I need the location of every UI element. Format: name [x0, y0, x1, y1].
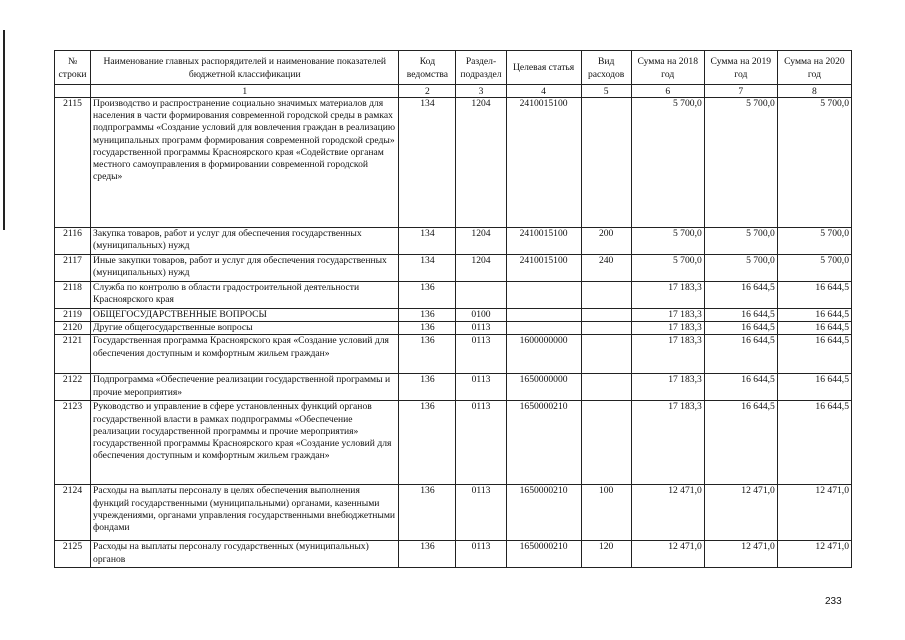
target-article-cell: 1600000000	[506, 335, 581, 374]
column-number: 2	[399, 85, 456, 98]
row-number-cell: 2123	[55, 401, 91, 485]
expense-kind-cell	[581, 374, 631, 401]
sum-2019-cell: 16 644,5	[704, 309, 777, 322]
sum-2020-cell: 5 700,0	[777, 228, 851, 255]
sum-2019-cell: 16 644,5	[704, 282, 777, 309]
section-cell: 1204	[456, 255, 506, 282]
target-article-cell: 2410015100	[506, 228, 581, 255]
table-row	[55, 335, 852, 374]
expense-kind-cell	[581, 309, 631, 322]
row-number-cell: 2125	[55, 541, 91, 568]
header-section: Раздел-подраздел	[456, 51, 506, 85]
row-name-cell: Государственная программа Красноярского края «Создание условий для обеспечения доступным и комфортным жильем граждан»	[91, 335, 399, 374]
section-cell: 0113	[456, 541, 506, 568]
column-number-row	[55, 85, 852, 98]
department-code-cell: 136	[399, 401, 456, 485]
sum-2020-cell: 16 644,5	[777, 322, 851, 335]
section-cell: 0113	[456, 335, 506, 374]
column-number: 5	[581, 85, 631, 98]
table-row	[55, 541, 852, 568]
target-article-cell	[506, 322, 581, 335]
row-number-cell: 2121	[55, 335, 91, 374]
section-cell: 0113	[456, 374, 506, 401]
department-code-cell: 136	[399, 309, 456, 322]
header-row-number: № строки	[55, 51, 91, 85]
row-name-cell: Производство и распространение социально значимых материалов для населения в части формирования современной городской среды в рамках подпрограммы «Создание условий для вовлечения граждан в реализацию муниципальных программ формирования современной городской среды» государственной программы Красноярского края «Содействие органам местного самоуправления в формировании современной городской среды»	[91, 98, 399, 228]
department-code-cell: 136	[399, 282, 456, 309]
header-row	[55, 51, 852, 85]
sum-2018-cell: 17 183,3	[631, 335, 704, 374]
department-code-cell: 136	[399, 335, 456, 374]
expense-kind-cell	[581, 322, 631, 335]
expense-kind-cell	[581, 401, 631, 485]
column-number: 7	[704, 85, 777, 98]
department-code-cell: 136	[399, 485, 456, 541]
sum-2018-cell: 17 183,3	[631, 401, 704, 485]
header-sum-2018: Сумма на 2018 год	[631, 51, 704, 85]
target-article-cell: 2410015100	[506, 255, 581, 282]
department-code-cell: 136	[399, 322, 456, 335]
page-number: 233	[825, 596, 842, 607]
header-department-code: Код ведомства	[399, 51, 456, 85]
row-number-cell: 2115	[55, 98, 91, 228]
sum-2018-cell: 12 471,0	[631, 485, 704, 541]
sum-2020-cell: 16 644,5	[777, 374, 851, 401]
row-name-cell: Руководство и управление в сфере установленных функций органов государственной власти в рамках подпрограммы «Обеспечение реализации государственной программы и прочие мероприятия» государственной программы Красноярского края «Создание условий для обеспечения доступным и комфортным жильем граждан»	[91, 401, 399, 485]
row-name-cell: Подпрограмма «Обеспечение реализации государственной программы и прочие мероприятия»	[91, 374, 399, 401]
expense-kind-cell	[581, 98, 631, 228]
sum-2018-cell: 5 700,0	[631, 228, 704, 255]
table-row	[55, 309, 852, 322]
table-row	[55, 322, 852, 335]
row-number-cell: 2116	[55, 228, 91, 255]
target-article-cell: 1650000210	[506, 401, 581, 485]
sum-2019-cell: 12 471,0	[704, 485, 777, 541]
target-article-cell: 1650000210	[506, 485, 581, 541]
sum-2019-cell: 16 644,5	[704, 401, 777, 485]
table-row	[55, 374, 852, 401]
sum-2018-cell: 5 700,0	[631, 98, 704, 228]
target-article-cell: 1650000210	[506, 541, 581, 568]
target-article-cell	[506, 282, 581, 309]
sum-2020-cell: 12 471,0	[777, 485, 851, 541]
sum-2018-cell: 5 700,0	[631, 255, 704, 282]
expense-kind-cell	[581, 282, 631, 309]
sum-2020-cell: 12 471,0	[777, 541, 851, 568]
table-row	[55, 485, 852, 541]
sum-2018-cell: 17 183,3	[631, 322, 704, 335]
sum-2018-cell: 12 471,0	[631, 541, 704, 568]
sum-2019-cell: 16 644,5	[704, 335, 777, 374]
department-code-cell: 134	[399, 98, 456, 228]
row-number-cell: 2118	[55, 282, 91, 309]
table-row	[55, 282, 852, 309]
department-code-cell: 134	[399, 228, 456, 255]
page-edge-line	[3, 30, 5, 230]
column-number: 8	[777, 85, 851, 98]
row-name-cell: Закупка товаров, работ и услуг для обеспечения государственных (муниципальных) нужд	[91, 228, 399, 255]
section-cell: 0113	[456, 401, 506, 485]
department-code-cell: 136	[399, 374, 456, 401]
column-number: 4	[506, 85, 581, 98]
row-number-cell: 2124	[55, 485, 91, 541]
header-sum-2020: Сумма на 2020 год	[777, 51, 851, 85]
row-number-cell: 2117	[55, 255, 91, 282]
expense-kind-cell: 100	[581, 485, 631, 541]
sum-2018-cell: 17 183,3	[631, 309, 704, 322]
sum-2020-cell: 16 644,5	[777, 309, 851, 322]
row-name-cell: Расходы на выплаты персоналу в целях обеспечения выполнения функций государственными (муниципальными) органами, казенными учреждениями, органами управления государственными внебюджетными фондами	[91, 485, 399, 541]
sum-2018-cell: 17 183,3	[631, 282, 704, 309]
expense-kind-cell: 240	[581, 255, 631, 282]
section-cell	[456, 282, 506, 309]
sum-2019-cell: 5 700,0	[704, 255, 777, 282]
header-name: Наименование главных распорядителей и наименование показателей бюджетной классификации	[91, 51, 399, 85]
row-name-cell: Служба по контролю в области градостроительной деятельности Красноярского края	[91, 282, 399, 309]
department-code-cell: 134	[399, 255, 456, 282]
table-header	[55, 51, 852, 98]
sum-2020-cell: 16 644,5	[777, 335, 851, 374]
sum-2019-cell: 16 644,5	[704, 374, 777, 401]
column-number: 6	[631, 85, 704, 98]
sum-2019-cell: 16 644,5	[704, 322, 777, 335]
table-body	[55, 98, 852, 568]
header-target-article: Целевая статья	[506, 51, 581, 85]
target-article-cell: 2410015100	[506, 98, 581, 228]
table-row	[55, 255, 852, 282]
sum-2020-cell: 16 644,5	[777, 401, 851, 485]
target-article-cell: 1650000000	[506, 374, 581, 401]
section-cell: 0113	[456, 322, 506, 335]
sum-2019-cell: 5 700,0	[704, 98, 777, 228]
sum-2020-cell: 5 700,0	[777, 98, 851, 228]
sum-2020-cell: 16 644,5	[777, 282, 851, 309]
row-name-cell: ОБЩЕГОСУДАРСТВЕННЫЕ ВОПРОСЫ	[91, 309, 399, 322]
table-row	[55, 228, 852, 255]
expense-kind-cell: 120	[581, 541, 631, 568]
sum-2019-cell: 5 700,0	[704, 228, 777, 255]
column-number	[55, 85, 91, 98]
expense-kind-cell: 200	[581, 228, 631, 255]
expense-kind-cell	[581, 335, 631, 374]
section-cell: 0113	[456, 485, 506, 541]
row-name-cell: Другие общегосударственные вопросы	[91, 322, 399, 335]
row-name-cell: Иные закупки товаров, работ и услуг для обеспечения государственных (муниципальных) нужд	[91, 255, 399, 282]
header-sum-2019: Сумма на 2019 год	[704, 51, 777, 85]
sum-2019-cell: 12 471,0	[704, 541, 777, 568]
department-code-cell: 136	[399, 541, 456, 568]
section-cell: 1204	[456, 228, 506, 255]
header-expense-kind: Вид расходов	[581, 51, 631, 85]
row-name-cell: Расходы на выплаты персоналу государственных (муниципальных) органов	[91, 541, 399, 568]
table-row	[55, 401, 852, 485]
row-number-cell: 2120	[55, 322, 91, 335]
sum-2020-cell: 5 700,0	[777, 255, 851, 282]
row-number-cell: 2119	[55, 309, 91, 322]
column-number: 3	[456, 85, 506, 98]
row-number-cell: 2122	[55, 374, 91, 401]
section-cell: 0100	[456, 309, 506, 322]
table-row	[55, 98, 852, 228]
column-number: 1	[91, 85, 399, 98]
budget-table	[54, 50, 852, 568]
target-article-cell	[506, 309, 581, 322]
sum-2018-cell: 17 183,3	[631, 374, 704, 401]
section-cell: 1204	[456, 98, 506, 228]
